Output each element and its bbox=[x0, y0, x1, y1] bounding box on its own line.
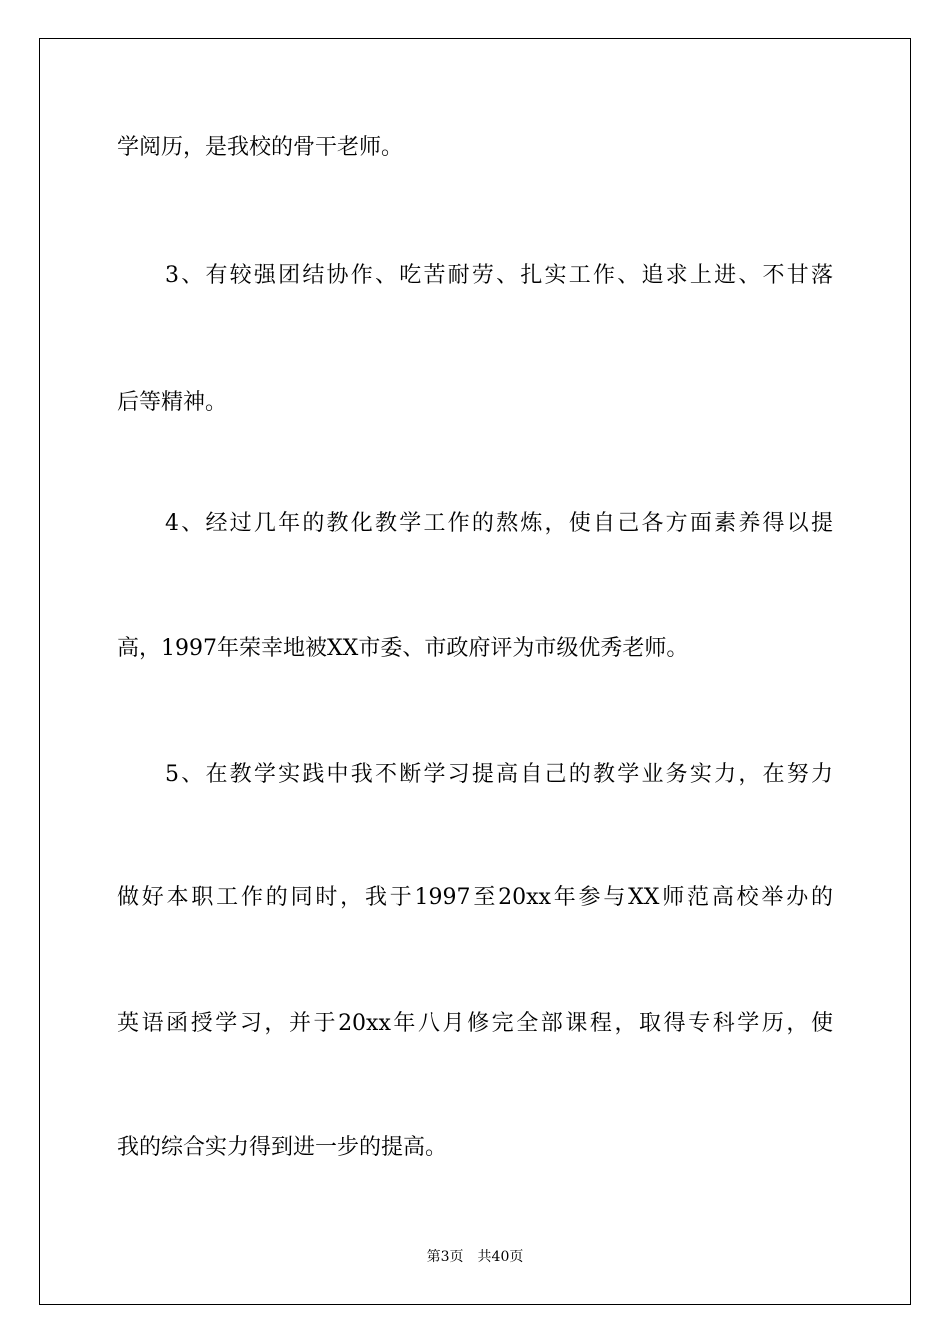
total-pages: 共40页 bbox=[477, 1249, 524, 1265]
text-line-8: 英语函授学习，并于20xx年八月修完全部课程，取得专科学历，使 bbox=[117, 1011, 833, 1036]
page-border bbox=[39, 38, 911, 1305]
page-footer bbox=[0, 1248, 950, 1266]
text-line-5: 高，1997年荣幸地被XX市委、市政府评为市级优秀老师。 bbox=[117, 636, 689, 661]
text-line-4: 4、经过几年的教化教学工作的熬炼，使自己各方面素养得以提 bbox=[165, 511, 833, 536]
text-line-7: 做好本职工作的同时，我于1997至20xx年参与XX师范高校举办的 bbox=[117, 885, 833, 910]
text-line-9: 我的综合实力得到进一步的提高。 bbox=[117, 1135, 448, 1160]
text-line-6: 5、在教学实践中我不断学习提高自己的教学业务实力，在努力 bbox=[165, 762, 833, 787]
text-line-1: 学阅历，是我校的骨干老师。 bbox=[117, 135, 404, 160]
text-line-3: 后等精神。 bbox=[117, 390, 228, 415]
page-number: 第3页 bbox=[426, 1249, 464, 1265]
text-line-2: 3、有较强团结协作、吃苦耐劳、扎实工作、追求上进、不甘落 bbox=[165, 263, 833, 288]
